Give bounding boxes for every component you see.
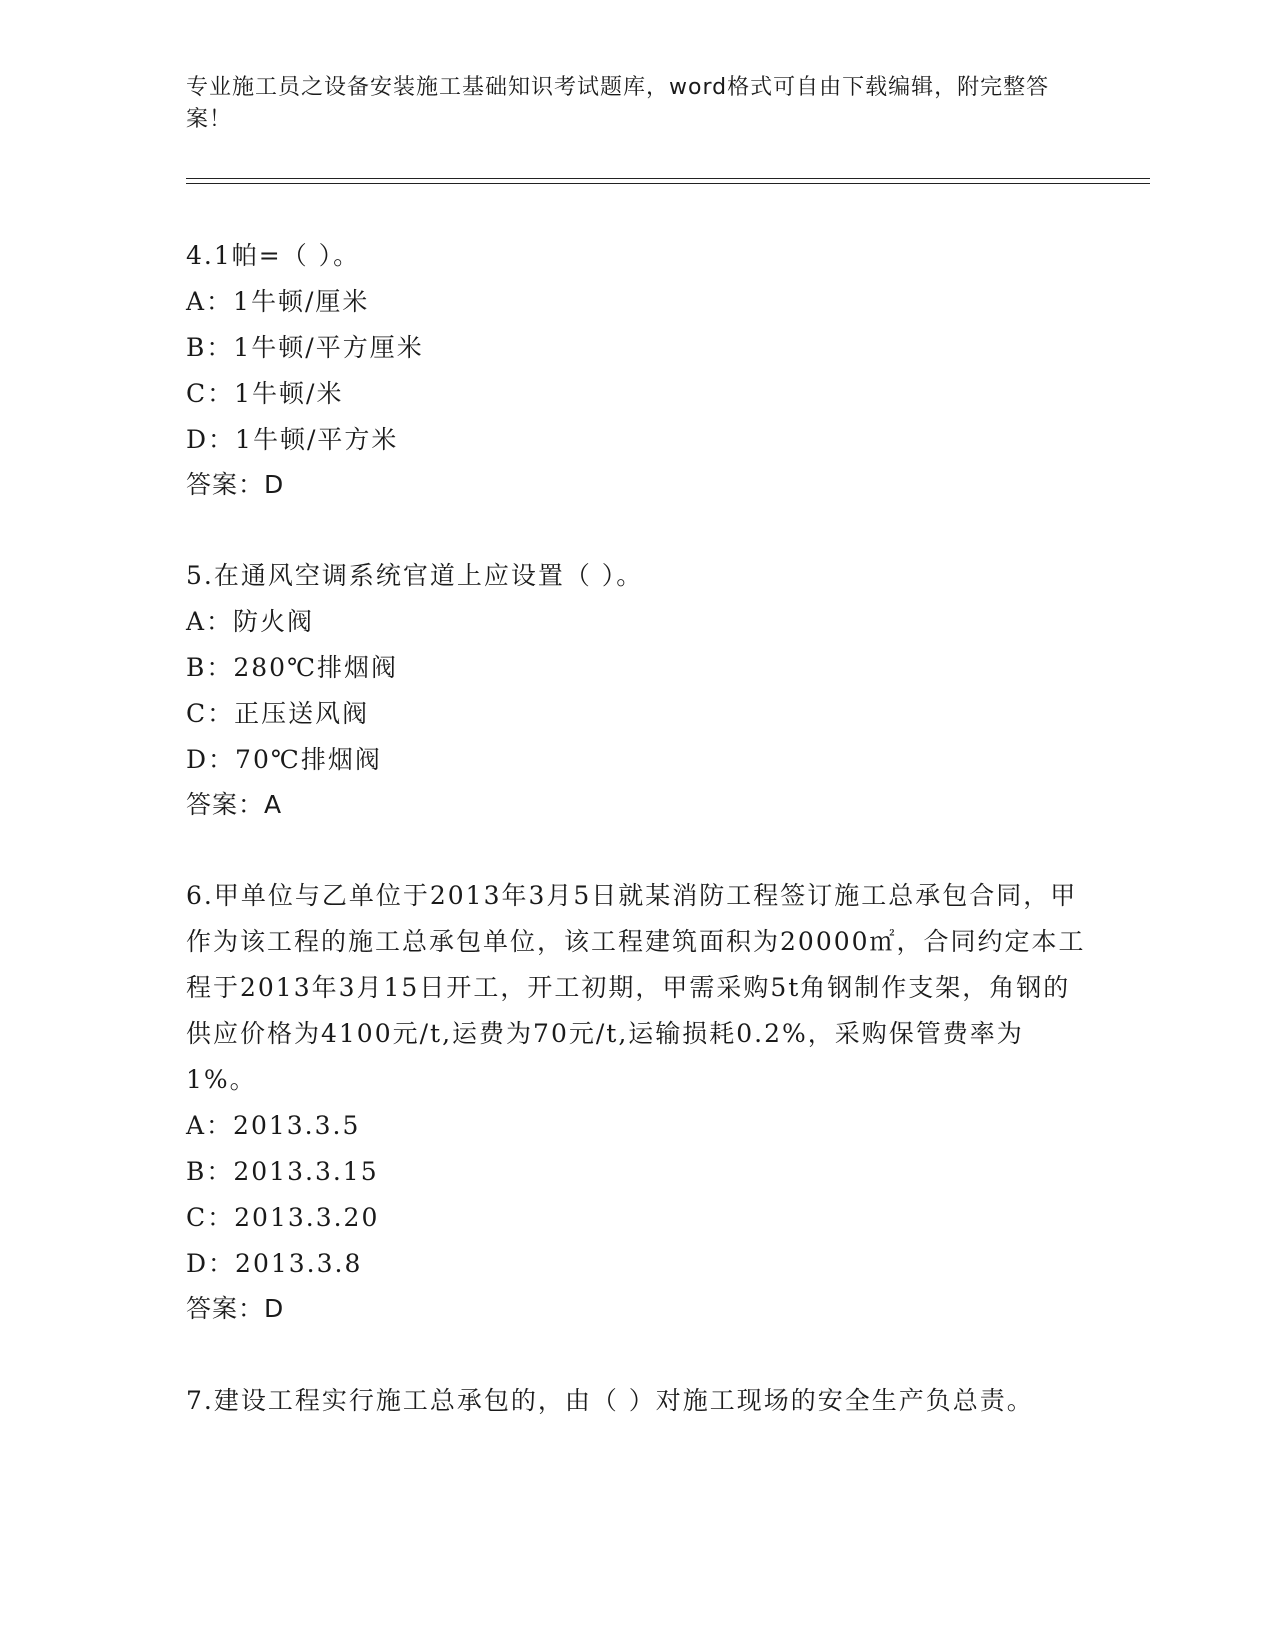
option-b: B：2013.3.15 (186, 1157, 379, 1186)
question-4 (186, 233, 1086, 507)
option-a: A：1牛顿/厘米 (186, 287, 370, 316)
option-c: C：2013.3.20 (186, 1203, 380, 1232)
question-7 (186, 1378, 1086, 1424)
question-stem: 4.1帕=（ ）。 (186, 241, 361, 270)
option-c: C：1牛顿/米 (186, 379, 344, 408)
option-d: D：2013.3.8 (186, 1249, 363, 1278)
document-header: 专业施工员之设备安装施工基础知识考试题库，word格式可自由下载编辑，附完整答案！ (186, 75, 1050, 132)
question-stem: 6.甲单位与乙单位于2013年3月5日就某消防工程签订施工总承包合同，甲作为该工程的施工总承包单位，该工程建筑面积为20000㎡，合同约定本工程于2013年3月15日开工，开工初期，甲需采购5t角钢制作支架，角钢的供应价格为4100元/t,运费为70元/t,运输损耗0.2%，采购保管费率为1%。 (186, 881, 1086, 1094)
option-d: D：70℃排烟阀 (186, 745, 382, 774)
option-c: C：正压送风阀 (186, 699, 370, 728)
question-stem: 7.建设工程实行施工总承包的，由（ ）对施工现场的安全生产负总责。 (186, 1386, 1034, 1415)
option-b: B：1牛顿/平方厘米 (186, 333, 424, 362)
answer: 答案：A (186, 790, 283, 819)
option-a: A：防火阀 (186, 607, 315, 636)
option-d: D：1牛顿/平方米 (186, 425, 399, 454)
question-6 (186, 873, 1086, 1331)
question-5 (186, 553, 1086, 827)
header-divider-bottom (186, 183, 1150, 184)
header-divider-top (186, 178, 1150, 179)
answer: 答案：D (186, 1294, 285, 1323)
option-a: A：2013.3.5 (186, 1111, 361, 1140)
option-b: B：280℃排烟阀 (186, 653, 399, 682)
answer: 答案：D (186, 470, 285, 499)
question-stem: 5.在通风空调系统官道上应设置（ ）。 (186, 561, 644, 590)
